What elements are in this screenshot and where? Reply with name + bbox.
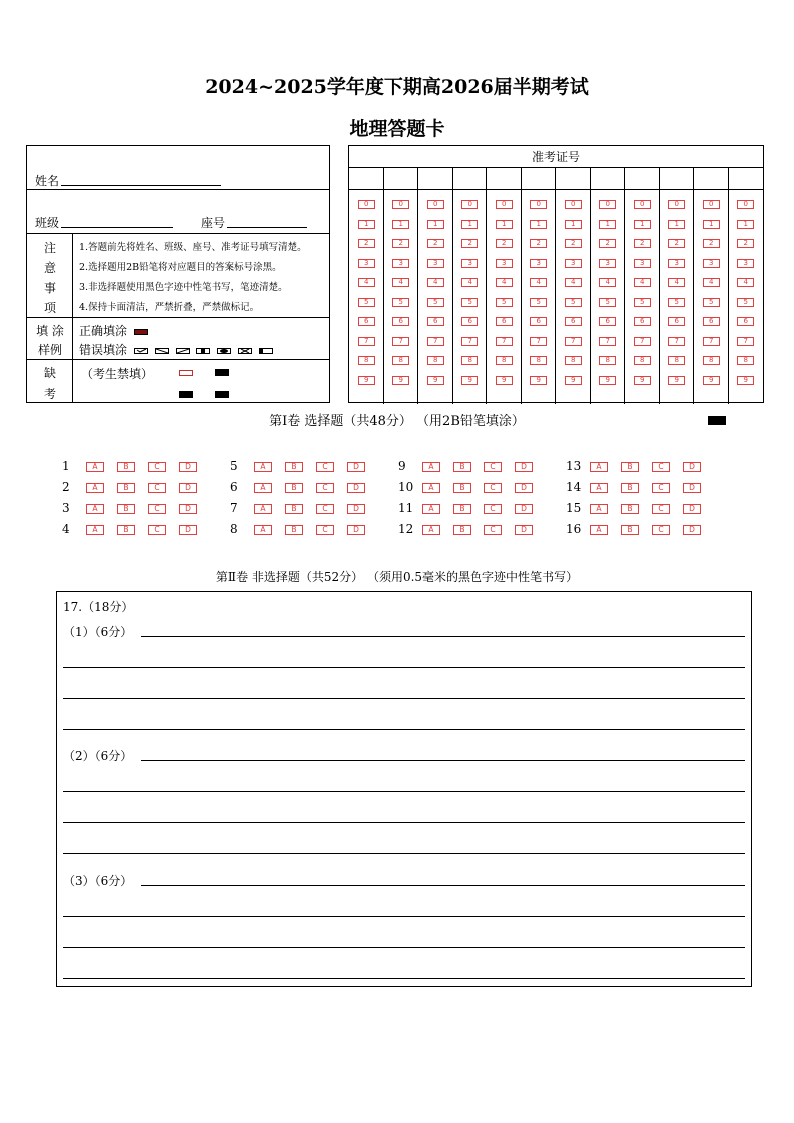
option-bubble-a[interactable]: A: [590, 525, 608, 535]
digit-bubble[interactable]: 1: [358, 220, 375, 229]
digit-bubble[interactable]: 4: [668, 278, 685, 287]
digit-bubble[interactable]: 5: [461, 298, 478, 307]
digit-bubble[interactable]: 0: [737, 200, 754, 209]
admission-column: [694, 168, 729, 404]
digit-bubble[interactable]: 1: [427, 220, 444, 229]
digit-bubble[interactable]: 2: [668, 239, 685, 248]
cross-mark-icon: [238, 348, 252, 354]
admission-digit-entry[interactable]: [349, 168, 383, 190]
option-bubble-a[interactable]: A: [590, 504, 608, 514]
digit-bubble[interactable]: 4: [461, 278, 478, 287]
digit-bubble[interactable]: 9: [565, 376, 582, 385]
answer-line[interactable]: [63, 667, 745, 668]
admission-digit-entry[interactable]: [660, 168, 694, 190]
part-3-label: （3）（6分）: [63, 874, 133, 888]
digit-bubble[interactable]: 9: [530, 376, 547, 385]
digit-bubble[interactable]: 6: [599, 317, 616, 326]
notes-label: 注 意 事 项: [27, 234, 73, 317]
option-bubble-a[interactable]: A: [590, 483, 608, 493]
position-mark-icon: [215, 369, 229, 376]
position-mark-icon: [179, 391, 193, 398]
option-bubble-b[interactable]: B: [453, 525, 471, 535]
option-bubble-d[interactable]: D: [515, 504, 533, 514]
option-bubble-d[interactable]: D: [347, 462, 365, 472]
digit-bubble[interactable]: 6: [392, 317, 409, 326]
digit-bubble[interactable]: 6: [565, 317, 582, 326]
option-bubble-c[interactable]: C: [316, 504, 334, 514]
digit-bubble[interactable]: 8: [634, 356, 651, 365]
question-number: 14: [566, 480, 582, 494]
digit-bubble[interactable]: 0: [703, 200, 720, 209]
admission-digit-entry[interactable]: [556, 168, 590, 190]
digit-bubble[interactable]: 2: [634, 239, 651, 248]
question-number: 2: [62, 480, 70, 494]
digit-bubble[interactable]: 8: [668, 356, 685, 365]
slash-mark-icon: [155, 348, 169, 354]
option-bubble-c[interactable]: C: [652, 525, 670, 535]
option-bubble-b[interactable]: B: [621, 462, 639, 472]
admission-column: [487, 168, 522, 404]
note-1: 1.答题前先将姓名、班级、座号、准考证号填写清楚。: [79, 242, 307, 253]
answer-line[interactable]: [63, 947, 745, 948]
option-bubble-b[interactable]: B: [621, 525, 639, 535]
digit-bubble[interactable]: 2: [496, 239, 513, 248]
option-bubble-a[interactable]: A: [590, 462, 608, 472]
digit-bubble[interactable]: 2: [427, 239, 444, 248]
digit-bubble[interactable]: 4: [358, 278, 375, 287]
question-number: 9: [398, 459, 406, 473]
seat-label: 座号: [201, 216, 226, 230]
absent-row: [27, 360, 329, 402]
digit-bubble[interactable]: 8: [392, 356, 409, 365]
digit-bubble[interactable]: 3: [737, 259, 754, 268]
digit-bubble[interactable]: 5: [668, 298, 685, 307]
answer-line[interactable]: [63, 978, 745, 979]
note-2: 2.选择题用2B铅笔将对应题目的答案标号涂黑。: [79, 262, 282, 273]
digit-bubble[interactable]: 7: [703, 337, 720, 346]
answer-line[interactable]: [141, 885, 745, 886]
digit-bubble[interactable]: 2: [737, 239, 754, 248]
digit-bubble[interactable]: 0: [530, 200, 547, 209]
option-bubble-d[interactable]: D: [515, 483, 533, 493]
digit-bubble[interactable]: 5: [634, 298, 651, 307]
card-title: 地理答题卡: [349, 118, 445, 140]
part-2-label: （2）（6分）: [63, 749, 133, 763]
part-1-label: （1）（6分）: [63, 625, 133, 639]
digit-bubble[interactable]: 7: [530, 337, 547, 346]
question-number: 13: [566, 459, 582, 473]
question-number: 11: [398, 501, 414, 515]
digit-bubble[interactable]: 9: [392, 376, 409, 385]
digit-bubble[interactable]: 2: [392, 239, 409, 248]
digit-bubble[interactable]: 4: [565, 278, 582, 287]
option-bubble-a[interactable]: A: [254, 483, 272, 493]
digit-bubble[interactable]: 7: [599, 337, 616, 346]
notes-row: [27, 234, 329, 318]
digit-bubble[interactable]: 5: [737, 298, 754, 307]
admission-column: [453, 168, 488, 404]
correct-mark-icon: [134, 329, 148, 335]
digit-bubble[interactable]: 0: [565, 200, 582, 209]
digit-bubble[interactable]: 1: [668, 220, 685, 229]
admission-column: [729, 168, 764, 404]
admission-column: [660, 168, 695, 404]
sample-label: 填 涂 样例: [27, 318, 73, 359]
digit-bubble[interactable]: 6: [737, 317, 754, 326]
admission-column: [349, 168, 384, 404]
digit-bubble[interactable]: 8: [703, 356, 720, 365]
digit-bubble[interactable]: 7: [358, 337, 375, 346]
option-bubble-a[interactable]: A: [422, 483, 440, 493]
option-bubble-d[interactable]: D: [683, 462, 701, 472]
answer-line[interactable]: [141, 760, 745, 761]
option-bubble-c[interactable]: C: [316, 483, 334, 493]
digit-bubble[interactable]: 1: [496, 220, 513, 229]
section2-title: 第Ⅱ卷 非选择题（共52分） （须用0.5毫米的黑色字迹中性笔书写）: [215, 570, 579, 584]
digit-bubble[interactable]: 9: [461, 376, 478, 385]
digit-bubble[interactable]: 9: [427, 376, 444, 385]
digit-bubble[interactable]: 0: [599, 200, 616, 209]
admission-digit-entry[interactable]: [418, 168, 452, 190]
option-bubble-a[interactable]: A: [254, 462, 272, 472]
answer-line[interactable]: [63, 698, 745, 699]
absent-fill-box[interactable]: [179, 370, 193, 376]
admission-column: [418, 168, 453, 404]
option-bubble-b[interactable]: B: [453, 504, 471, 514]
digit-bubble[interactable]: 5: [530, 298, 547, 307]
option-bubble-b[interactable]: B: [285, 525, 303, 535]
class-row: [27, 190, 329, 234]
admission-digit-entry[interactable]: [729, 168, 764, 190]
answer-line[interactable]: [141, 636, 745, 637]
option-bubble-a[interactable]: A: [422, 462, 440, 472]
option-bubble-c[interactable]: C: [652, 483, 670, 493]
admission-column: [384, 168, 419, 404]
option-bubble-a[interactable]: A: [254, 525, 272, 535]
digit-bubble[interactable]: 5: [358, 298, 375, 307]
digit-bubble[interactable]: 3: [427, 259, 444, 268]
option-bubble-d[interactable]: D: [515, 462, 533, 472]
option-bubble-d[interactable]: D: [347, 525, 365, 535]
option-bubble-b[interactable]: B: [117, 525, 135, 535]
digit-bubble[interactable]: 8: [496, 356, 513, 365]
digit-bubble[interactable]: 7: [496, 337, 513, 346]
option-bubble-a[interactable]: A: [422, 504, 440, 514]
class-field[interactable]: [61, 214, 173, 228]
option-bubble-d[interactable]: D: [515, 525, 533, 535]
option-bubble-b[interactable]: B: [621, 504, 639, 514]
digit-bubble[interactable]: 4: [496, 278, 513, 287]
digit-bubble[interactable]: 0: [668, 200, 685, 209]
digit-bubble[interactable]: 5: [703, 298, 720, 307]
option-bubble-c[interactable]: C: [148, 504, 166, 514]
digit-bubble[interactable]: 8: [461, 356, 478, 365]
digit-bubble[interactable]: 3: [358, 259, 375, 268]
question-number: 6: [230, 480, 238, 494]
digit-bubble[interactable]: 3: [496, 259, 513, 268]
digit-bubble[interactable]: 9: [496, 376, 513, 385]
seat-field[interactable]: [227, 214, 307, 228]
digit-bubble[interactable]: 7: [668, 337, 685, 346]
digit-bubble[interactable]: 1: [737, 220, 754, 229]
dot-mark-icon: [196, 348, 210, 354]
digit-bubble[interactable]: 9: [599, 376, 616, 385]
digit-bubble[interactable]: 5: [599, 298, 616, 307]
question-17-label: 17.（18分）: [63, 600, 134, 614]
digit-bubble[interactable]: 9: [737, 376, 754, 385]
option-bubble-a[interactable]: A: [86, 483, 104, 493]
option-bubble-a[interactable]: A: [86, 462, 104, 472]
digit-bubble[interactable]: 8: [599, 356, 616, 365]
digit-bubble[interactable]: 3: [461, 259, 478, 268]
digit-bubble[interactable]: 6: [530, 317, 547, 326]
digit-bubble[interactable]: 7: [392, 337, 409, 346]
absent-note: （考生禁填）: [81, 367, 154, 381]
answer-line[interactable]: [63, 729, 745, 730]
digit-bubble[interactable]: 4: [703, 278, 720, 287]
digit-bubble[interactable]: 5: [392, 298, 409, 307]
digit-bubble[interactable]: 1: [634, 220, 651, 229]
option-bubble-b[interactable]: B: [453, 483, 471, 493]
option-bubble-a[interactable]: A: [254, 504, 272, 514]
class-label: 班级: [35, 216, 60, 230]
question-number: 5: [230, 459, 238, 473]
admission-title: 准考证号: [349, 146, 763, 168]
position-mark-icon: [215, 391, 229, 398]
digit-bubble[interactable]: 4: [427, 278, 444, 287]
option-bubble-c[interactable]: C: [652, 504, 670, 514]
admission-column: [591, 168, 626, 404]
digit-bubble[interactable]: 2: [461, 239, 478, 248]
digit-bubble[interactable]: 3: [565, 259, 582, 268]
admission-digit-entry[interactable]: [694, 168, 728, 190]
digit-bubble[interactable]: 9: [634, 376, 651, 385]
note-3: 3.非选择题使用黑色字迹中性笔书写，笔迹清楚。: [79, 282, 288, 293]
question-number: 4: [62, 522, 70, 536]
question-number: 3: [62, 501, 70, 515]
option-bubble-b[interactable]: B: [285, 462, 303, 472]
digit-bubble[interactable]: 7: [565, 337, 582, 346]
option-bubble-d[interactable]: D: [683, 525, 701, 535]
question-number: 1: [62, 459, 70, 473]
digit-bubble[interactable]: 8: [530, 356, 547, 365]
option-bubble-b[interactable]: B: [285, 504, 303, 514]
digit-bubble[interactable]: 6: [703, 317, 720, 326]
answer-line[interactable]: [63, 791, 745, 792]
option-bubble-c[interactable]: C: [484, 525, 502, 535]
exam-title: 2024~2025学年度下期高2026届半期考试: [205, 76, 589, 98]
wrong-fill-sample: 错误填涂: [79, 341, 273, 358]
admission-digit-entry[interactable]: [625, 168, 659, 190]
answer-box-17: [56, 591, 752, 987]
digit-bubble[interactable]: 7: [634, 337, 651, 346]
digit-bubble[interactable]: 5: [565, 298, 582, 307]
digit-bubble[interactable]: 2: [358, 239, 375, 248]
digit-bubble[interactable]: 0: [634, 200, 651, 209]
option-bubble-d[interactable]: D: [347, 504, 365, 514]
option-bubble-c[interactable]: C: [148, 525, 166, 535]
digit-bubble[interactable]: 8: [565, 356, 582, 365]
digit-bubble[interactable]: 1: [392, 220, 409, 229]
section1-title: 第Ⅰ卷 选择题（共48分） （用2B铅笔填涂）: [269, 414, 525, 429]
digit-bubble[interactable]: 3: [530, 259, 547, 268]
question-number: 10: [398, 480, 414, 494]
digit-bubble[interactable]: 7: [737, 337, 754, 346]
digit-bubble[interactable]: 4: [634, 278, 651, 287]
digit-bubble[interactable]: 9: [358, 376, 375, 385]
name-label: 姓名: [35, 174, 60, 188]
digit-bubble[interactable]: 2: [599, 239, 616, 248]
admission-digit-entry[interactable]: [591, 168, 625, 190]
digit-bubble[interactable]: 3: [392, 259, 409, 268]
admission-digit-entry[interactable]: [453, 168, 487, 190]
digit-bubble[interactable]: 7: [461, 337, 478, 346]
digit-bubble[interactable]: 9: [668, 376, 685, 385]
admission-number-grid: [348, 145, 764, 403]
admission-column: [625, 168, 660, 404]
digit-bubble[interactable]: 9: [703, 376, 720, 385]
admission-column: [556, 168, 591, 404]
option-bubble-c[interactable]: C: [316, 525, 334, 535]
digit-bubble[interactable]: 6: [461, 317, 478, 326]
digit-bubble[interactable]: 0: [392, 200, 409, 209]
correct-fill-sample: 正确填涂: [79, 322, 148, 339]
digit-bubble[interactable]: 1: [565, 220, 582, 229]
absent-label: 缺 考: [27, 360, 73, 402]
option-bubble-d[interactable]: D: [179, 525, 197, 535]
note-4: 4.保持卡面清洁，严禁折叠，严禁做标记。: [79, 302, 260, 313]
digit-bubble[interactable]: 8: [358, 356, 375, 365]
question-number: 12: [398, 522, 414, 536]
digit-bubble[interactable]: 4: [392, 278, 409, 287]
question-number: 7: [230, 501, 238, 515]
digit-bubble[interactable]: 6: [427, 317, 444, 326]
option-bubble-b[interactable]: B: [117, 462, 135, 472]
digit-bubble[interactable]: 0: [427, 200, 444, 209]
answer-line[interactable]: [63, 853, 745, 854]
digit-bubble[interactable]: 0: [496, 200, 513, 209]
admission-digit-entry[interactable]: [522, 168, 556, 190]
backslash-mark-icon: [176, 348, 190, 354]
digit-bubble[interactable]: 0: [461, 200, 478, 209]
option-bubble-d[interactable]: D: [179, 462, 197, 472]
admission-digit-entry[interactable]: [384, 168, 418, 190]
digit-bubble[interactable]: 6: [668, 317, 685, 326]
sample-row: [27, 318, 329, 360]
check-mark-icon: [134, 348, 148, 354]
digit-bubble[interactable]: 0: [358, 200, 375, 209]
digit-bubble[interactable]: 1: [599, 220, 616, 229]
question-number: 8: [230, 522, 238, 536]
option-bubble-b[interactable]: B: [621, 483, 639, 493]
option-bubble-b[interactable]: B: [117, 483, 135, 493]
digit-bubble[interactable]: 6: [496, 317, 513, 326]
digit-bubble[interactable]: 3: [668, 259, 685, 268]
name-field[interactable]: [61, 172, 221, 186]
digit-bubble[interactable]: 2: [565, 239, 582, 248]
option-bubble-d[interactable]: D: [179, 504, 197, 514]
digit-bubble[interactable]: 2: [703, 239, 720, 248]
option-bubble-c[interactable]: C: [484, 462, 502, 472]
student-info-box: [26, 145, 330, 403]
digit-bubble[interactable]: 4: [737, 278, 754, 287]
digit-bubble[interactable]: 8: [427, 356, 444, 365]
option-bubble-a[interactable]: A: [422, 525, 440, 535]
question-number: 16: [566, 522, 582, 536]
answer-line[interactable]: [63, 916, 745, 917]
digit-bubble[interactable]: 3: [703, 259, 720, 268]
digit-bubble[interactable]: 4: [530, 278, 547, 287]
digit-bubble[interactable]: 3: [599, 259, 616, 268]
option-bubble-c[interactable]: C: [652, 462, 670, 472]
name-row: [27, 146, 329, 190]
digit-bubble[interactable]: 5: [496, 298, 513, 307]
digit-bubble[interactable]: 1: [703, 220, 720, 229]
admission-column: [522, 168, 557, 404]
digit-bubble[interactable]: 7: [427, 337, 444, 346]
digit-bubble[interactable]: 6: [358, 317, 375, 326]
digit-bubble[interactable]: 1: [530, 220, 547, 229]
option-bubble-d[interactable]: D: [683, 483, 701, 493]
half-mark-icon: [259, 348, 273, 354]
position-mark-icon: [708, 416, 726, 425]
option-bubble-c[interactable]: C: [484, 483, 502, 493]
option-bubble-b[interactable]: B: [117, 504, 135, 514]
digit-bubble[interactable]: 5: [427, 298, 444, 307]
digit-bubble[interactable]: 2: [530, 239, 547, 248]
digit-bubble[interactable]: 3: [634, 259, 651, 268]
option-bubble-d[interactable]: D: [347, 483, 365, 493]
digit-bubble[interactable]: 6: [634, 317, 651, 326]
digit-bubble[interactable]: 4: [599, 278, 616, 287]
answer-line[interactable]: [63, 822, 745, 823]
option-bubble-c[interactable]: C: [484, 504, 502, 514]
question-number: 15: [566, 501, 582, 515]
option-bubble-c[interactable]: C: [148, 483, 166, 493]
digit-bubble[interactable]: 8: [737, 356, 754, 365]
option-bubble-c[interactable]: C: [148, 462, 166, 472]
option-bubble-d[interactable]: D: [179, 483, 197, 493]
option-bubble-b[interactable]: B: [285, 483, 303, 493]
option-bubble-d[interactable]: D: [683, 504, 701, 514]
option-bubble-a[interactable]: A: [86, 525, 104, 535]
circle-mark-icon: [217, 348, 231, 354]
option-bubble-b[interactable]: B: [453, 462, 471, 472]
option-bubble-c[interactable]: C: [316, 462, 334, 472]
option-bubble-a[interactable]: A: [86, 504, 104, 514]
admission-digit-entry[interactable]: [487, 168, 521, 190]
digit-bubble[interactable]: 1: [461, 220, 478, 229]
